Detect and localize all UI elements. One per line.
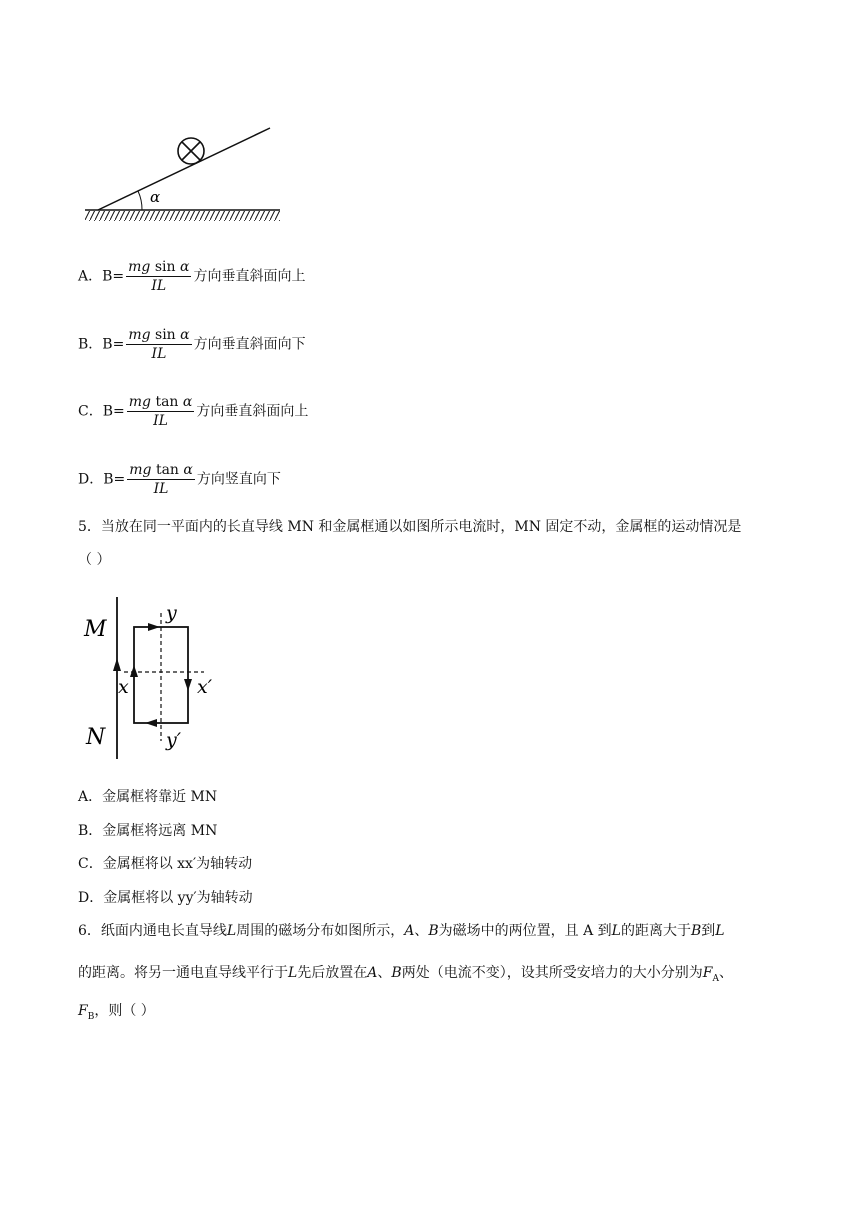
label-x: x xyxy=(118,676,129,698)
q6-line3: $F_B$，则（ ） xyxy=(78,1003,155,1022)
current-into-page-icon xyxy=(178,138,204,164)
q5-stem-line1: 5．当放在同一平面内的长直导线 MN 和金属框通以如图所示电流时，MN 固定不动，金属框的运动情况是 xyxy=(78,519,742,535)
q5-option-c: C．金属框将以 xx′为轴转动 xyxy=(78,856,253,872)
label-m: M xyxy=(84,617,107,642)
q6-line1: 6．纸面内通电长直导线L周围的磁场分布如图所示，A、B为磁场中的两位置，且 A 到L的距离大于B到L xyxy=(78,923,725,939)
label-y: y xyxy=(166,602,177,624)
ground-hatch xyxy=(85,211,280,221)
frame-arrow-top xyxy=(148,623,160,631)
q5-option-d: D．金属框将以 yy′为轴转动 xyxy=(78,890,253,906)
frame-arrow-left xyxy=(130,665,138,677)
incline-figure xyxy=(80,120,290,230)
frame-arrow-right xyxy=(184,679,192,691)
label-x-prime: x′ xyxy=(197,676,213,698)
q6-line2: 的距离。将另一通电直导线平行于L先后放置在A、B两处（电流不变），设其所受安培力的大小分别为$F_A$、 xyxy=(78,965,733,984)
q4-option-c: C．B= $\frac{\text{mg tan α}}{IL}$ 方向垂直斜面向上 xyxy=(78,394,309,429)
wire-frame-figure xyxy=(80,595,230,765)
frame-arrow-bottom xyxy=(145,719,157,727)
label-y-prime: y′ xyxy=(166,729,182,751)
label-n: N xyxy=(86,725,106,750)
q5-option-a: A．金属框将靠近 MN xyxy=(78,789,218,805)
angle-label: α xyxy=(150,188,161,206)
q4-option-a: A．B= $\frac{\text{mg sin α}}{IL}$ 方向垂直斜面向上 xyxy=(78,259,306,294)
wire-current-arrow xyxy=(113,658,121,671)
angle-arc xyxy=(138,191,142,210)
q5-option-b: B．金属框将远离 MN xyxy=(78,823,218,839)
q5-stem-line2: （ ） xyxy=(78,552,111,568)
q4-option-d: D．B= $\frac{\text{mg tan α}}{IL}$ 方向竖直向下 xyxy=(78,462,281,497)
q4-option-b: B．B= $\frac{\text{mg sin α}}{IL}$ 方向垂直斜面向下 xyxy=(78,327,306,362)
